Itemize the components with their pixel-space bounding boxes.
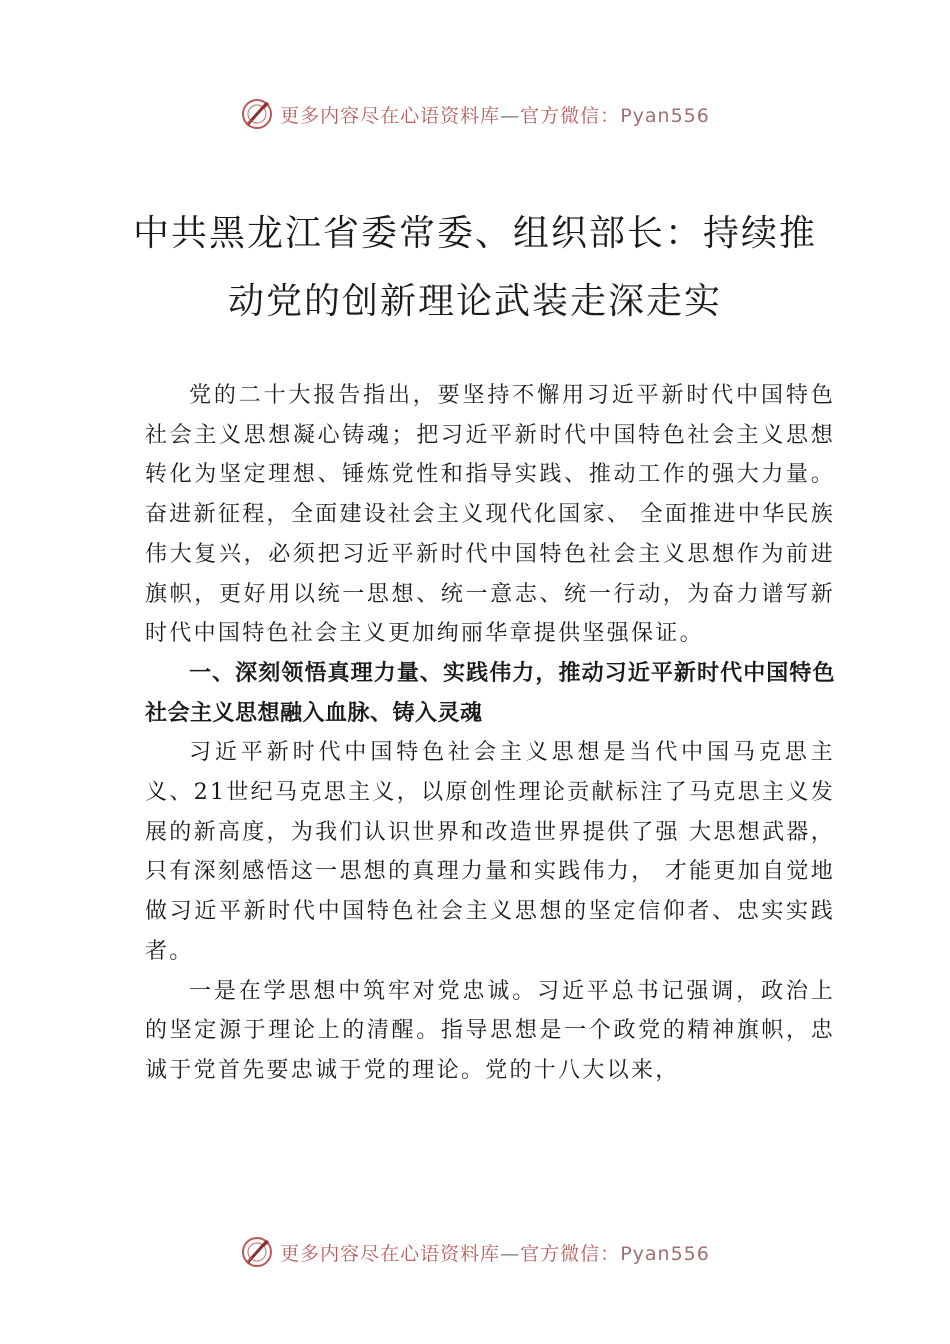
title-line-1: 中共黑龙江省委常委、组织部长：持续推 [132, 213, 817, 254]
body-paragraph: 一是在学思想中筑牢对党忠诚。习近平总书记强调，政治上的坚定源于理论上的清醒。指导思想是一个政党的精神旗帜，忠诚于党首先要忠诚于党的理论。党的十八大以来， [145, 978, 835, 1083]
body-paragraph: 党的二十大报告指出，要坚持不懈用习近平新时代中国特色社会主义思想凝心铸魂；把习近平新时代中国特色社会主义思想转化为坚定理想、锤炼党性和指导实践、推动工作的强大力量。奋进新征程，全面建设社会主义现代化国家、 全面推进中华民族伟大复兴，必须把习近平新时代中国特色社会主义思想作为前进旗帜，更好用以统一思想、统一意志、统一行动，为奋力谱写新时代中国特色社会主义更加绚丽华章提供坚强保证。 [145, 383, 835, 647]
brush-logo-icon [240, 1235, 274, 1269]
watermark-wechat-id: Pyan556 [620, 104, 710, 127]
watermark-brand: 更多内容尽在心语资料库 [280, 104, 501, 127]
body-paragraph: 习近平新时代中国特色社会主义思想是当代中国马克思主义、21世纪马克思主义，以原创性理论贡献标注了马克思主义发展的新高度，为我们认识世界和改造世界提供了强 大思想武器，只有深刻感悟这一思想的真理力量和实践伟力， 才能更加自觉地做习近平新时代中国特色社会主义思想的坚定信仰者、忠实实践者。 [145, 740, 835, 964]
watermark-wechat-label: 官方微信： [520, 104, 621, 127]
footer-watermark-banner [0, 1232, 950, 1272]
watermark-text [280, 1239, 710, 1266]
watermark-wechat-label: 官方微信： [520, 1242, 621, 1265]
title-line-2: 动党的创新理论武装走深走实 [227, 281, 722, 322]
document-title [130, 200, 820, 336]
section-heading: 一、深刻领悟真理力量、实践伟力，推动习近平新时代中国特色社会主义思想融入血脉、铸入灵魂 [145, 660, 835, 726]
watermark-brand: 更多内容尽在心语资料库 [280, 1242, 501, 1265]
watermark-separator: — [500, 104, 521, 127]
watermark-separator: — [500, 1242, 521, 1265]
brush-logo-icon [240, 97, 274, 131]
watermark-wechat-id: Pyan556 [620, 1242, 710, 1265]
watermark-text [280, 101, 710, 128]
header-watermark-banner [0, 94, 950, 134]
document-body [145, 376, 835, 1091]
